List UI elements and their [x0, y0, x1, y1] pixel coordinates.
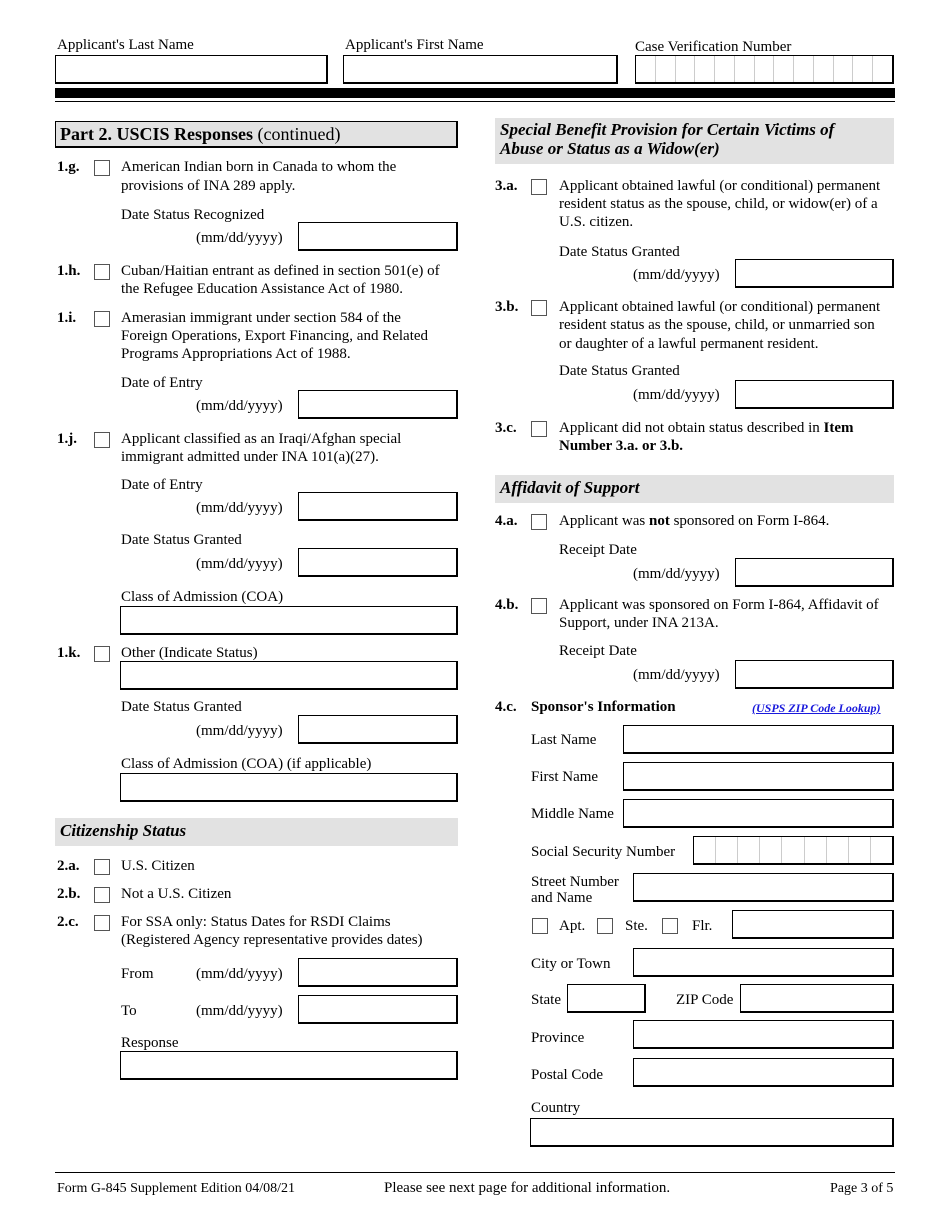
date-format-hint: (mm/dd/yyyy) [196, 500, 283, 516]
field-label: From [121, 966, 154, 982]
item-text: the Refugee Education Assistance Act of 1980. [121, 281, 404, 297]
date-format-hint: (mm/dd/yyyy) [633, 267, 720, 283]
sponsor-ssn-field[interactable] [693, 836, 894, 865]
receipt-date-4b-field[interactable] [735, 660, 894, 689]
date-format-hint: (mm/dd/yyyy) [633, 667, 720, 683]
field-label: Last Name [531, 732, 597, 748]
checkbox-apt[interactable] [532, 918, 548, 934]
item-number: 3.a. [495, 178, 518, 194]
item-text: Applicant classified as an Iraqi/Afghan special [121, 431, 402, 447]
checkbox-1j[interactable] [94, 432, 110, 448]
section-title: Special Benefit Provision for Certain Victims of [500, 120, 835, 139]
page-number: Page 3 of 5 [830, 1181, 894, 1196]
sponsor-city-field[interactable] [633, 948, 894, 977]
field-label: Class of Admission (COA) (if applicable) [121, 756, 372, 772]
field-label: Social Security Number [531, 844, 676, 860]
item-text: Foreign Operations, Export Financing, and Related [121, 328, 429, 344]
date-format-hint: (mm/dd/yyyy) [196, 556, 283, 572]
sponsor-country-field[interactable] [530, 1118, 894, 1147]
class-of-admission-1j-field[interactable] [120, 606, 458, 635]
sponsor-unit-number-field[interactable] [732, 910, 894, 939]
section-title: Citizenship Status [60, 821, 187, 840]
checkbox-3b[interactable] [531, 300, 547, 316]
checkbox-4a[interactable] [531, 514, 547, 530]
item-text: U.S. citizen. [559, 214, 634, 230]
item-text: Applicant obtained lawful (or conditional) permanent [559, 299, 881, 315]
checkbox-flr[interactable] [662, 918, 678, 934]
last-name-label: Applicant's Last Name [57, 37, 194, 53]
field-label: Apt. [559, 918, 586, 934]
item-number: 3.c. [495, 420, 517, 436]
item-text: Other (Indicate Status) [121, 645, 258, 661]
special-benefit-header [495, 118, 894, 164]
item-text: resident status as the spouse, child, or widow(er) of a [559, 196, 878, 212]
field-label: To [121, 1003, 137, 1019]
applicant-first-name-field[interactable] [343, 55, 618, 84]
field-label: State [531, 992, 561, 1008]
field-label: Province [531, 1030, 585, 1046]
part2-header [55, 121, 458, 148]
date-status-granted-3b-field[interactable] [735, 380, 894, 409]
item-text: Amerasian immigrant under section 584 of the [121, 310, 401, 326]
item-text: Not a U.S. Citizen [121, 886, 232, 902]
date-status-granted-1j-field[interactable] [298, 548, 458, 577]
sponsor-first-name-field[interactable] [623, 762, 894, 791]
citizenship-header [55, 818, 458, 846]
checkbox-ste[interactable] [597, 918, 613, 934]
date-status-recognized-field[interactable] [298, 222, 458, 251]
item-text: not [648, 513, 670, 529]
sponsor-zip-field[interactable] [740, 984, 894, 1013]
item-text: Applicant obtained lawful (or conditional) permanent [559, 178, 881, 194]
field-label: ZIP Code [676, 992, 734, 1008]
checkbox-1k[interactable] [94, 646, 110, 662]
item-text: (Registered Agency representative provides dates) [121, 932, 423, 948]
checkbox-4b[interactable] [531, 598, 547, 614]
checkbox-1g[interactable] [94, 160, 110, 176]
item-number: 1.i. [57, 310, 77, 326]
to-date-field[interactable] [298, 995, 458, 1024]
checkbox-2c[interactable] [94, 915, 110, 931]
item-text: Number 3.a. or 3.b. [559, 438, 684, 454]
date-format-hint: (mm/dd/yyyy) [633, 566, 720, 582]
case-number-label: Case Verification Number [635, 39, 792, 55]
checkbox-3a[interactable] [531, 179, 547, 195]
divider [55, 101, 895, 102]
field-label: Date of Entry [121, 375, 203, 391]
field-label: Country [531, 1100, 581, 1116]
sponsor-info-title: Sponsor's Information [531, 699, 676, 715]
field-label: Date Status Recognized [121, 207, 265, 223]
applicant-last-name-field[interactable] [55, 55, 328, 84]
item-text: Applicant was sponsored on Form I-864, Affidavit of [559, 597, 879, 613]
field-label: and Name [531, 890, 593, 906]
item-number: 2.c. [57, 914, 79, 930]
date-format-hint: (mm/dd/yyyy) [196, 398, 283, 414]
date-status-granted-3a-field[interactable] [735, 259, 894, 288]
section-title: Affidavit of Support [500, 478, 640, 497]
field-label: First Name [531, 769, 599, 785]
sponsor-postal-code-field[interactable] [633, 1058, 894, 1087]
date-format-hint: (mm/dd/yyyy) [196, 966, 283, 982]
part2-title: Part 2. USCIS Responses [60, 124, 254, 144]
field-label: Date Status Granted [121, 532, 242, 548]
item-text: Applicant was [559, 513, 649, 529]
field-label: Street Number [531, 874, 619, 890]
item-number: 1.h. [57, 263, 81, 279]
item-text: For SSA only: Status Dates for RSDI Claims [121, 914, 391, 930]
field-label: Postal Code [531, 1067, 604, 1083]
receipt-date-4a-field[interactable] [735, 558, 894, 587]
item-text: sponsored on Form I-864. [669, 513, 830, 529]
other-status-field[interactable] [120, 661, 458, 690]
item-number: 1.k. [57, 645, 81, 661]
item-text: American Indian born in Canada to whom the [121, 159, 397, 175]
item-number: 1.j. [57, 431, 77, 447]
field-label: Middle Name [531, 806, 614, 822]
field-label: Receipt Date [559, 542, 637, 558]
checkbox-2a[interactable] [94, 859, 110, 875]
sponsor-street-field[interactable] [633, 873, 894, 902]
field-label: Response [121, 1035, 179, 1051]
item-text: U.S. Citizen [121, 858, 195, 874]
sponsor-state-field[interactable] [567, 984, 646, 1013]
sponsor-middle-name-field[interactable] [623, 799, 894, 828]
item-text: resident status as the spouse, child, or unmarried son [559, 317, 875, 333]
sponsor-last-name-field[interactable] [623, 725, 894, 754]
date-format-hint: (mm/dd/yyyy) [196, 230, 283, 246]
checkbox-3c[interactable] [531, 421, 547, 437]
item-number: 1.g. [57, 159, 80, 175]
item-text: or daughter of a lawful permanent resident. [559, 336, 819, 352]
date-status-granted-1k-field[interactable] [298, 715, 458, 744]
footer-note: Please see next page for additional information. [384, 1180, 671, 1196]
header-bar [55, 88, 895, 98]
affidavit-header [495, 475, 894, 503]
field-label: Receipt Date [559, 643, 637, 659]
item-text: provisions of INA 289 apply. [121, 178, 296, 194]
sponsor-province-field[interactable] [633, 1020, 894, 1049]
item-number: 4.a. [495, 513, 518, 529]
field-label: City or Town [531, 956, 611, 972]
field-label: Ste. [625, 918, 648, 934]
item-number: 2.b. [57, 886, 81, 902]
item-text: Programs Appropriations Act of 1988. [121, 346, 351, 362]
section-title: Abuse or Status as a Widow(er) [500, 139, 720, 158]
field-label: Date Status Granted [559, 363, 680, 379]
item-text: Support, under INA 213A. [559, 615, 719, 631]
item-number: 4.c. [495, 699, 517, 715]
item-number: 2.a. [57, 858, 80, 874]
checkbox-1i[interactable] [94, 311, 110, 327]
item-number: 3.b. [495, 299, 519, 315]
part2-subtitle: (continued) [253, 124, 341, 144]
date-of-entry-1i-field[interactable] [298, 390, 458, 419]
field-label: Date Status Granted [121, 699, 242, 715]
item-text: Item [823, 420, 854, 436]
field-label: Date of Entry [121, 477, 203, 493]
response-field[interactable] [120, 1051, 458, 1080]
checkbox-1h[interactable] [94, 264, 110, 280]
item-text: immigrant admitted under INA 101(a)(27). [121, 449, 379, 465]
item-text: Applicant did not obtain status described in [559, 420, 824, 436]
date-format-hint: (mm/dd/yyyy) [633, 387, 720, 403]
field-label: Flr. [692, 918, 713, 934]
date-format-hint: (mm/dd/yyyy) [196, 1003, 283, 1019]
usps-zip-lookup-link[interactable]: (USPS ZIP Code Lookup) [752, 701, 881, 715]
date-format-hint: (mm/dd/yyyy) [196, 723, 283, 739]
item-number: 4.b. [495, 597, 519, 613]
form-edition: Form G-845 Supplement Edition 04/08/21 [57, 1181, 295, 1196]
from-date-field[interactable] [298, 958, 458, 987]
first-name-label: Applicant's First Name [345, 37, 484, 53]
footer-divider [55, 1172, 895, 1173]
field-label: Date Status Granted [559, 244, 680, 260]
field-label: Class of Admission (COA) [121, 589, 284, 605]
checkbox-2b[interactable] [94, 887, 110, 903]
case-verification-number-field[interactable] [635, 55, 894, 84]
date-of-entry-1j-field[interactable] [298, 492, 458, 521]
class-of-admission-1k-field[interactable] [120, 773, 458, 802]
item-text: Cuban/Haitian entrant as defined in section 501(e) of [121, 263, 440, 279]
